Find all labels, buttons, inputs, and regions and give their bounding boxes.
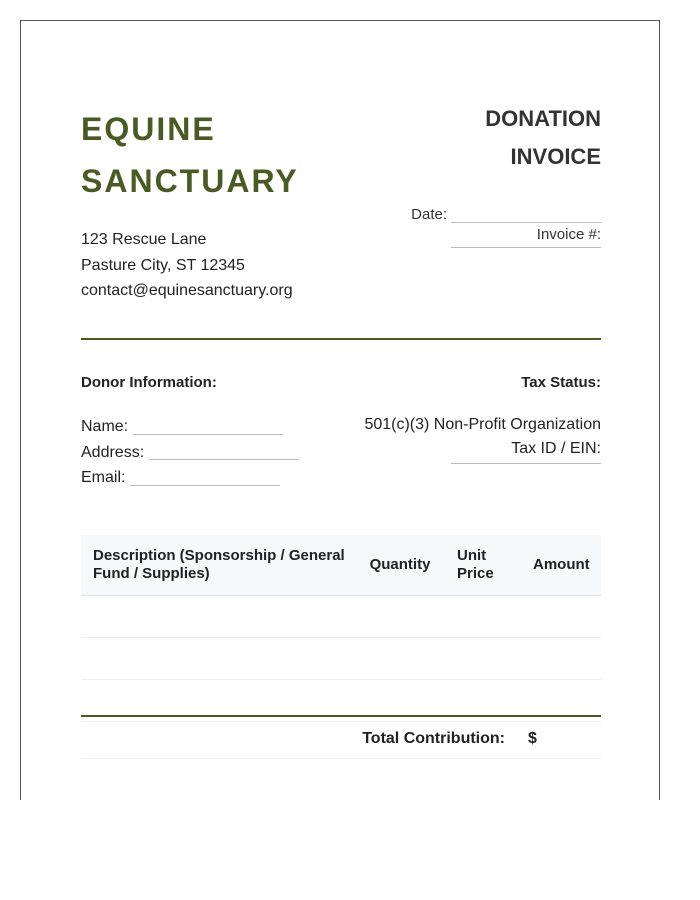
table-cell[interactable] <box>447 596 525 638</box>
total-row <box>81 715 601 759</box>
invoice-number-row <box>301 223 601 248</box>
donation-items-table <box>81 535 601 722</box>
address-line-2: Pasture City, ST 12345 <box>81 256 245 274</box>
donor-name-field[interactable] <box>133 420 283 435</box>
column-header-quantity: Quantity <box>353 535 447 596</box>
column-header-unit-price: Unit Price <box>447 535 525 596</box>
table-cell[interactable] <box>525 596 601 638</box>
donor-email-label: Email: <box>81 469 126 486</box>
address-line-1: 123 Rescue Lane <box>81 231 207 248</box>
invoice-meta <box>301 200 601 248</box>
donor-email-field[interactable] <box>130 471 280 486</box>
table-cell[interactable] <box>353 596 447 638</box>
organization-name: EQUINE SANCTUARY <box>81 111 299 199</box>
donor-address-row <box>81 440 299 466</box>
donor-name-label: Name: <box>81 418 129 435</box>
total-amount[interactable]: $ <box>528 730 537 747</box>
organization-email: contact@equinesanctuary.org <box>81 282 293 299</box>
column-header-amount: Amount <box>525 535 601 596</box>
table-cell[interactable] <box>447 638 525 680</box>
invoice-number-field[interactable] <box>451 223 601 248</box>
date-label: Date: <box>411 206 447 223</box>
tax-id-label: Tax ID / EIN: <box>511 440 601 457</box>
tax-id-field[interactable] <box>451 436 601 464</box>
table-cell[interactable] <box>353 638 447 680</box>
table-row <box>81 638 601 680</box>
document-title: DONATION INVOICE <box>485 106 601 169</box>
header-divider <box>81 338 601 340</box>
donor-email-row <box>81 465 299 491</box>
table-cell[interactable] <box>525 638 601 680</box>
donor-heading: Donor Information: <box>81 374 217 391</box>
organization-address <box>81 227 293 304</box>
donor-address-label: Address: <box>81 443 145 461</box>
tax-heading: Tax Status: <box>521 374 601 391</box>
table-cell[interactable] <box>81 638 353 680</box>
total-label: Total Contribution: <box>362 730 505 747</box>
tax-status-text: 501(c)(3) Non-Profit Organization <box>364 416 601 433</box>
donor-address-field[interactable] <box>149 445 299 460</box>
tax-fields <box>341 414 601 464</box>
column-header-description: Description (Sponsorship / General Fund / Supplies) <box>81 535 353 596</box>
date-field[interactable] <box>451 208 601 223</box>
donor-fields <box>81 414 299 491</box>
table-header-row <box>81 535 601 596</box>
table-row <box>81 596 601 638</box>
date-row <box>301 200 601 223</box>
table-cell[interactable] <box>81 596 353 638</box>
donor-name-row <box>81 414 299 440</box>
invoice-number-label: Invoice #: <box>536 226 601 243</box>
